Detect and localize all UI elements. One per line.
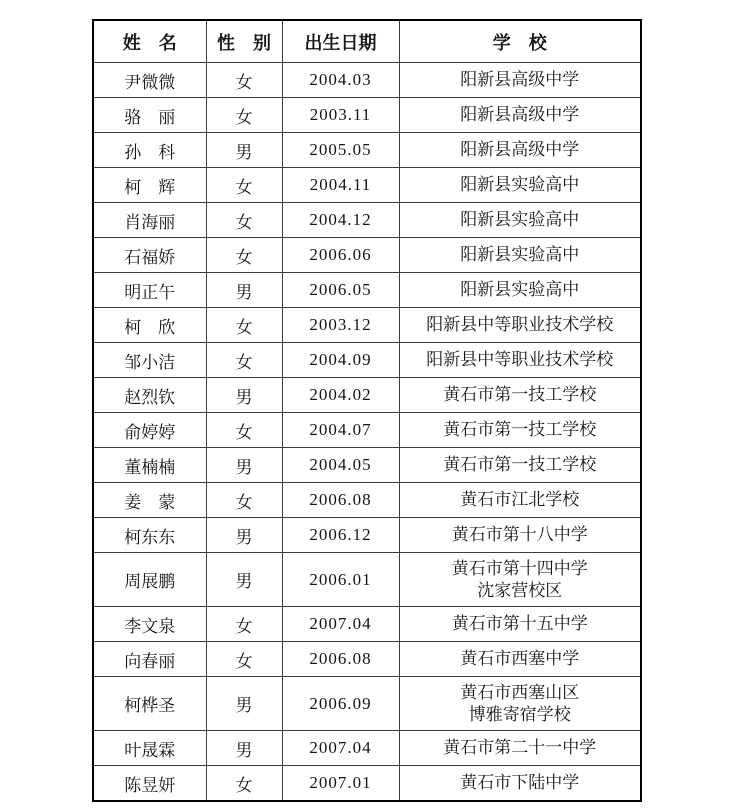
table-row: [93, 731, 641, 766]
gender-cell: 女: [206, 343, 282, 378]
gender-cell: 女: [206, 203, 282, 238]
table-row: [93, 642, 641, 677]
gender-cell: 男: [206, 731, 282, 766]
school-cell: [399, 731, 641, 766]
header-row: [93, 20, 641, 63]
school-name-line2: 沈家营校区: [477, 580, 563, 600]
school-name: 阳新县实验高中: [460, 245, 580, 264]
name-cell: 邹小洁: [93, 343, 206, 378]
birthdate-cell: 2006.09: [282, 677, 399, 731]
name-cell: 明正午: [93, 273, 206, 308]
table-row: [93, 448, 641, 483]
gender-cell: 男: [206, 273, 282, 308]
school-cell: [399, 378, 641, 413]
school-name: 阳新县高级中学: [460, 140, 580, 159]
name-cell: 尹微微: [93, 63, 206, 98]
birthdate-cell: 2005.05: [282, 133, 399, 168]
name-cell: 俞婷婷: [93, 413, 206, 448]
table-row: [93, 518, 641, 553]
name-cell: 陈昱妍: [93, 766, 206, 802]
gender-cell: 女: [206, 168, 282, 203]
school-cell: [399, 448, 641, 483]
school-name: 阳新县高级中学: [460, 105, 580, 124]
table-row: [93, 133, 641, 168]
school-name: 阳新县中等职业技术学校: [426, 350, 614, 369]
name-cell: 向春丽: [93, 642, 206, 677]
birthdate-cell: 2003.12: [282, 308, 399, 343]
table-row: [93, 378, 641, 413]
name-cell: 柯东东: [93, 518, 206, 553]
birthdate-cell: 2007.01: [282, 766, 399, 802]
birthdate-cell: 2006.08: [282, 483, 399, 518]
school-cell: [399, 273, 641, 308]
school-name: 阳新县实验高中: [460, 210, 580, 229]
school-cell: [399, 98, 641, 133]
table-row: [93, 203, 641, 238]
table-row: [93, 553, 641, 607]
gender-cell: 男: [206, 133, 282, 168]
school-name: 黄石市第一技工学校: [443, 420, 597, 439]
table-row: [93, 483, 641, 518]
table-row: [93, 273, 641, 308]
gender-cell: 女: [206, 63, 282, 98]
school-name: 黄石市第十八中学: [451, 525, 588, 544]
name-cell: 柯 辉: [93, 168, 206, 203]
school-name: 黄石市西塞山区: [460, 682, 580, 702]
name-cell: 柯桦圣: [93, 677, 206, 731]
gender-cell: 女: [206, 308, 282, 343]
birthdate-cell: 2006.01: [282, 553, 399, 607]
table-row: [93, 607, 641, 642]
table-row: [93, 63, 641, 98]
table-row: [93, 238, 641, 273]
school-name: 阳新县中等职业技术学校: [426, 315, 614, 334]
gender-cell: 女: [206, 98, 282, 133]
school-name: 黄石市第一技工学校: [443, 455, 597, 474]
table-row: [93, 168, 641, 203]
school-name: 黄石市第一技工学校: [443, 385, 597, 404]
school-name-line2: 博雅寄宿学校: [468, 704, 571, 724]
school-cell: [399, 642, 641, 677]
school-name: 黄石市下陆中学: [460, 773, 580, 792]
gender-cell: 女: [206, 766, 282, 802]
table-row: [93, 413, 641, 448]
school-cell: [399, 607, 641, 642]
gender-cell: 女: [206, 238, 282, 273]
gender-cell: 男: [206, 677, 282, 731]
school-cell: [399, 238, 641, 273]
gender-cell: 女: [206, 642, 282, 677]
table-row: [93, 343, 641, 378]
gender-cell: 男: [206, 378, 282, 413]
birthdate-cell: 2004.03: [282, 63, 399, 98]
name-cell: 石福娇: [93, 238, 206, 273]
roster-body: [93, 63, 641, 802]
name-cell: 赵烈钦: [93, 378, 206, 413]
school-cell: [399, 168, 641, 203]
school-name: 阳新县实验高中: [460, 175, 580, 194]
name-cell: 李文泉: [93, 607, 206, 642]
gender-cell: 女: [206, 483, 282, 518]
name-cell: 周展鹏: [93, 553, 206, 607]
col-header-birthdate: 出生日期: [282, 20, 399, 63]
school-name: 黄石市第二十一中学: [443, 738, 597, 757]
school-name: 阳新县实验高中: [460, 280, 580, 299]
table-row: [93, 766, 641, 802]
birthdate-cell: 2004.07: [282, 413, 399, 448]
school-cell: [399, 553, 641, 607]
birthdate-cell: 2006.05: [282, 273, 399, 308]
school-cell: [399, 677, 641, 731]
school-cell: [399, 766, 641, 802]
gender-cell: 男: [206, 448, 282, 483]
birthdate-cell: 2004.09: [282, 343, 399, 378]
name-cell: 叶晟霖: [93, 731, 206, 766]
col-header-gender: 性 别: [206, 20, 282, 63]
birthdate-cell: 2006.12: [282, 518, 399, 553]
col-header-school: 学 校: [399, 20, 641, 63]
school-cell: [399, 483, 641, 518]
birthdate-cell: 2004.11: [282, 168, 399, 203]
school-cell: [399, 413, 641, 448]
birthdate-cell: 2006.08: [282, 642, 399, 677]
school-cell: [399, 343, 641, 378]
col-header-name: 姓 名: [93, 20, 206, 63]
gender-cell: 男: [206, 518, 282, 553]
birthdate-cell: 2003.11: [282, 98, 399, 133]
school-cell: [399, 63, 641, 98]
student-roster-table: [92, 19, 642, 802]
name-cell: 姜 蒙: [93, 483, 206, 518]
table-row: [93, 308, 641, 343]
birthdate-cell: 2004.12: [282, 203, 399, 238]
school-name: 黄石市江北学校: [460, 490, 580, 509]
gender-cell: 男: [206, 553, 282, 607]
name-cell: 董楠楠: [93, 448, 206, 483]
school-name: 黄石市第十四中学: [451, 558, 588, 578]
gender-cell: 女: [206, 607, 282, 642]
name-cell: 肖海丽: [93, 203, 206, 238]
birthdate-cell: 2006.06: [282, 238, 399, 273]
school-name: 阳新县高级中学: [460, 70, 580, 89]
school-cell: [399, 133, 641, 168]
school-name: 黄石市第十五中学: [451, 614, 588, 633]
table-row: [93, 98, 641, 133]
birthdate-cell: 2004.05: [282, 448, 399, 483]
gender-cell: 女: [206, 413, 282, 448]
school-name: 黄石市西塞中学: [460, 649, 580, 668]
school-cell: [399, 308, 641, 343]
name-cell: 骆 丽: [93, 98, 206, 133]
birthdate-cell: 2004.02: [282, 378, 399, 413]
name-cell: 孙 科: [93, 133, 206, 168]
school-cell: [399, 518, 641, 553]
school-cell: [399, 203, 641, 238]
birthdate-cell: 2007.04: [282, 607, 399, 642]
birthdate-cell: 2007.04: [282, 731, 399, 766]
name-cell: 柯 欣: [93, 308, 206, 343]
table-row: [93, 677, 641, 731]
